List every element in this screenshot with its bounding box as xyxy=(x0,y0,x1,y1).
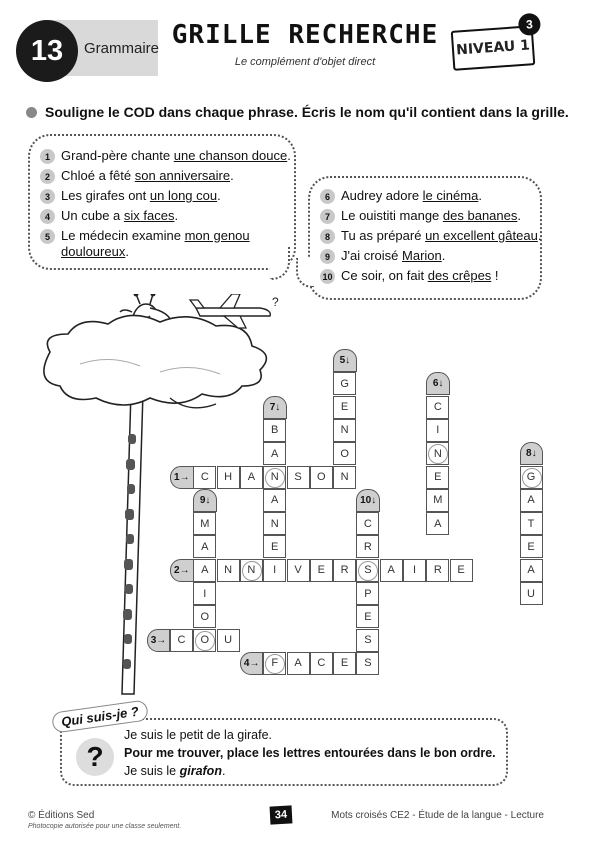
grid-cell[interactable]: O xyxy=(193,605,216,628)
level-badge xyxy=(451,17,536,71)
grid-cell[interactable]: G xyxy=(333,372,356,395)
page-number: 34 xyxy=(270,805,293,824)
grid-cell[interactable]: N xyxy=(263,512,286,535)
sentence-item: 7 Le ouistiti mange des bananes. xyxy=(320,208,521,224)
grid-cell-circled[interactable]: N xyxy=(426,442,449,465)
grid-cell[interactable]: E xyxy=(426,466,449,489)
grid-cell[interactable]: C xyxy=(193,466,216,489)
grid-cell[interactable]: A xyxy=(287,652,310,675)
grid-cell[interactable]: A xyxy=(263,442,286,465)
sentence-item: 5 Le médecin examine mon genou douloureux. xyxy=(40,228,250,260)
grid-cell[interactable]: S xyxy=(356,652,379,675)
grid-cell[interactable]: R xyxy=(333,559,356,582)
grid-cell[interactable]: N xyxy=(217,559,240,582)
grid-cell[interactable]: M xyxy=(426,489,449,512)
publisher: © Éditions Sed xyxy=(28,810,95,821)
question-mark-icon: ? xyxy=(76,738,114,776)
grid-cell-circled[interactable]: S xyxy=(356,559,379,582)
category-label: Grammaire xyxy=(84,40,160,57)
grid-cell[interactable]: S xyxy=(356,629,379,652)
riddle-line-3: Je suis le girafon. xyxy=(124,764,226,778)
sentence-number: 2 xyxy=(40,169,55,184)
grid-cell[interactable]: I xyxy=(403,559,426,582)
sentence-number: 8 xyxy=(320,229,335,244)
clue-1across: 1→ xyxy=(170,466,194,489)
cod-underlined[interactable]: douloureux xyxy=(61,244,126,259)
riddle-tag: Qui suis-je ? xyxy=(51,699,149,733)
riddle-line-1: Je suis le petit de la girafe. xyxy=(124,728,272,742)
cod-underlined[interactable]: son anniversaire xyxy=(134,168,231,183)
cod-underlined[interactable]: une chanson douce xyxy=(173,148,288,163)
cod-underlined[interactable]: mon genou xyxy=(184,228,250,243)
instruction xyxy=(26,104,569,120)
grid-cell[interactable]: A xyxy=(193,559,216,582)
riddle-answer[interactable]: girafon xyxy=(179,764,222,778)
grid-cell[interactable]: A xyxy=(520,559,543,582)
book-title: Mots croisés CE2 - Étude de la langue - Lecture xyxy=(331,810,544,821)
grid-cell[interactable]: R xyxy=(426,559,449,582)
grid-cell[interactable]: E xyxy=(333,652,356,675)
grid-cell-circled[interactable]: F xyxy=(263,652,286,675)
grid-cell[interactable]: M xyxy=(193,512,216,535)
cod-underlined[interactable]: six faces xyxy=(123,208,175,223)
cod-underlined[interactable]: des crêpes xyxy=(427,268,492,283)
grid-cell[interactable]: E xyxy=(263,535,286,558)
grid-cell[interactable]: S xyxy=(287,466,310,489)
bubble-tail-right xyxy=(296,258,314,288)
copy-notice: Photocopie autorisée pour une classe seulement. xyxy=(28,823,182,830)
grid-cell[interactable]: N xyxy=(333,419,356,442)
sentence-number: 3 xyxy=(40,189,55,204)
grid-cell[interactable]: O xyxy=(333,442,356,465)
grid-cell[interactable]: A xyxy=(263,489,286,512)
clue-9down: 9↓ xyxy=(193,489,217,512)
grid-cell[interactable]: R xyxy=(356,535,379,558)
grid-cell[interactable]: I xyxy=(263,559,286,582)
lesson-number: 13 xyxy=(16,20,78,82)
grid-cell[interactable]: C xyxy=(426,396,449,419)
sentence-item: 3 Les girafes ont un long cou. xyxy=(40,188,221,204)
riddle-line-2: Pour me trouver, place les lettres entourées dans le bon ordre. xyxy=(124,746,496,760)
grid-cell[interactable]: A xyxy=(240,466,263,489)
grid-cell[interactable]: E xyxy=(333,396,356,419)
clue-3across: 3→ xyxy=(147,629,171,652)
grid-cell[interactable]: I xyxy=(193,582,216,605)
grid-cell[interactable]: E xyxy=(356,605,379,628)
sentence-number: 7 xyxy=(320,209,335,224)
grid-cell[interactable]: A xyxy=(426,512,449,535)
grid-cell[interactable]: A xyxy=(380,559,403,582)
sentence-number: 10 xyxy=(320,269,335,284)
page-title: GRILLE RECHERCHE xyxy=(171,20,439,50)
sentence-item: 2 Chloé a fêté son anniversaire. xyxy=(40,168,234,184)
cod-underlined[interactable]: un excellent gâteau xyxy=(425,228,538,243)
grid-cell[interactable]: C xyxy=(310,652,333,675)
sentence-item: 9 J'ai croisé Marion. xyxy=(320,248,445,264)
grid-cell[interactable]: B xyxy=(263,419,286,442)
grid-cell[interactable]: C xyxy=(356,512,379,535)
cod-underlined[interactable]: un long cou xyxy=(149,188,218,203)
clue-6down: 6↓ xyxy=(426,372,450,395)
cod-underlined[interactable]: le cinéma xyxy=(422,188,479,203)
page-subtitle: Le complément d'objet direct xyxy=(234,56,376,68)
cod-underlined[interactable]: Marion xyxy=(402,248,442,263)
clue-5down: 5↓ xyxy=(333,349,357,372)
level-corner-mark: 3 xyxy=(518,13,541,36)
grid-cell-circled[interactable]: O xyxy=(193,629,216,652)
grid-cell[interactable]: E xyxy=(520,535,543,558)
sentence-number: 1 xyxy=(40,149,55,164)
grid-cell-circled[interactable]: N xyxy=(240,559,263,582)
grid-cell[interactable]: U xyxy=(217,629,240,652)
grid-cell[interactable]: C xyxy=(170,629,193,652)
grid-cell[interactable]: U xyxy=(520,582,543,605)
clue-10down: 10↓ xyxy=(356,489,380,512)
grid-cell[interactable]: V xyxy=(287,559,310,582)
grid-cell[interactable]: H xyxy=(217,466,240,489)
grid-cell[interactable]: N xyxy=(333,466,356,489)
sentence-number: 5 xyxy=(40,229,55,244)
giraffe-neck-icon xyxy=(122,358,144,694)
sentence-item: 1 Grand-père chante une chanson douce. xyxy=(40,148,291,164)
clue-4across: 4→ xyxy=(240,652,264,675)
level-label: NIVEAU 1 xyxy=(451,25,536,71)
sentence-number: 9 xyxy=(320,249,335,264)
grid-cell[interactable]: E xyxy=(310,559,333,582)
sentence-item: 10 Ce soir, on fait des crêpes ! xyxy=(320,268,499,284)
grid-cell[interactable]: A xyxy=(193,535,216,558)
sentence-number: 4 xyxy=(40,209,55,224)
instruction-text: Souligne le COD dans chaque phrase. Écris le nom qu'il contient dans la grille. xyxy=(45,104,569,120)
bullet-icon xyxy=(26,107,37,118)
grid-cell-circled[interactable]: G xyxy=(520,466,543,489)
cloud-icon xyxy=(44,315,266,407)
sentence-item: 4 Un cube a six faces. xyxy=(40,208,178,224)
cod-underlined[interactable]: des bananes xyxy=(442,208,518,223)
bubble-tail-left xyxy=(270,246,290,280)
clue-2across: 2→ xyxy=(170,559,194,582)
grid-cell[interactable]: A xyxy=(520,489,543,512)
clue-7down: 7↓ xyxy=(263,396,287,419)
sentence-item: 6 Audrey adore le cinéma. xyxy=(320,188,482,204)
sentence-number: 6 xyxy=(320,189,335,204)
clue-8down: 8↓ xyxy=(520,442,544,465)
grid-cell[interactable]: E xyxy=(450,559,473,582)
grid-cell[interactable]: P xyxy=(356,582,379,605)
grid-cell[interactable]: I xyxy=(426,419,449,442)
plane-question-mark: ? xyxy=(272,295,279,309)
grid-cell[interactable]: O xyxy=(310,466,333,489)
grid-cell[interactable]: T xyxy=(520,512,543,535)
grid-cell-circled[interactable]: N xyxy=(263,466,286,489)
sentence-item: 8 Tu as préparé un excellent gâteau. xyxy=(320,228,541,244)
